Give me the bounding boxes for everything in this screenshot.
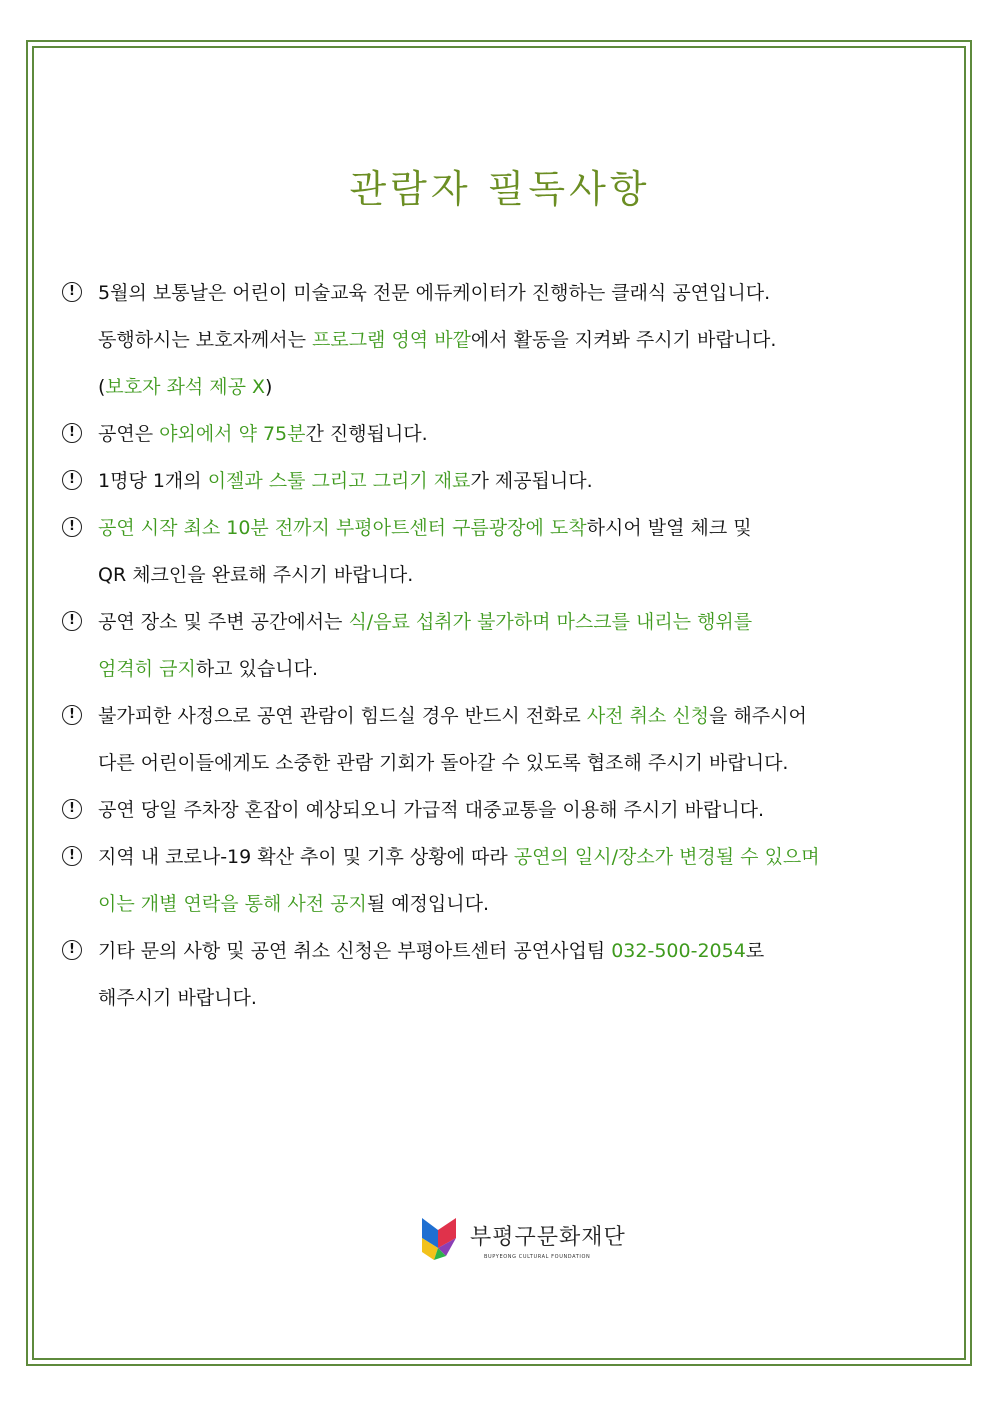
notice-text: 공연 당일 주차장 혼잡이 예상되오니 가급적 대중교통을 이용해 주시기 바랍니다.	[98, 799, 765, 821]
exclamation-circle-icon: !	[62, 940, 82, 960]
exclamation-circle-icon: !	[62, 517, 82, 537]
highlight-text: 보호자 좌석 제공 X	[105, 376, 266, 398]
notice-list	[60, 270, 940, 1022]
highlight-text: 식/음료 섭취가 불가하며 마스크를 내리는 행위를	[348, 611, 753, 633]
notice-item	[60, 787, 940, 834]
notice-text: 동행하시는 보호자께서는	[98, 329, 312, 351]
foundation-logo-name: 부평구문화재단	[470, 1225, 626, 1250]
notice-line	[98, 364, 940, 411]
notice-text: 로	[745, 940, 765, 962]
notice-text: 다른 어린이들에게도 소중한 관람 기회가 돌아갈 수 있도록 협조해 주시기 바랍니다.	[98, 752, 789, 774]
highlight-text: 엄격히 금지	[98, 658, 196, 680]
exclamation-circle-icon: !	[62, 799, 82, 819]
exclamation-circle-icon: !	[62, 282, 82, 302]
notice-line	[98, 599, 940, 646]
notice-line	[98, 787, 940, 834]
notice-line	[98, 505, 940, 552]
foundation-logo	[420, 1216, 626, 1266]
highlight-text: 공연 시작 최소 10분 전까지 부평아트센터 구름광장에 도착	[98, 517, 587, 539]
notice-line	[98, 881, 940, 928]
notice-text: 불가피한 사정으로 공연 관람이 힘드실 경우 반드시 전화로	[98, 705, 587, 727]
notice-item	[60, 599, 940, 693]
notice-line	[98, 411, 940, 458]
notice-text: 지역 내 코로나-19 확산 추이 및 기후 상황에 따라	[98, 846, 514, 868]
highlight-text: 이젤과 스툴 그리고 그리기 재료	[207, 470, 471, 492]
notice-text: 하고 있습니다.	[195, 658, 319, 680]
notice-line	[98, 646, 940, 693]
notice-line	[98, 928, 940, 975]
notice-item	[60, 270, 940, 411]
highlight-text: 프로그램 영역 바깥	[311, 329, 471, 351]
notice-line	[98, 317, 940, 364]
notice-text: 공연 장소 및 주변 공간에서는	[98, 611, 349, 633]
notice-text: 간 진행됩니다.	[305, 423, 428, 445]
notice-text: 에서 활동을 지켜봐 주시기 바랍니다.	[470, 329, 777, 351]
notice-text: 하시어 발열 체크 및	[586, 517, 752, 539]
notice-text: 을 해주시어	[709, 705, 807, 727]
notice-text: )	[265, 376, 273, 398]
highlight-text: 032-500-2054	[611, 940, 746, 962]
notice-text: 5월의 보통날은 어린이 미술교육 전문 에듀케이터가 진행하는 클래식 공연입니다.	[98, 282, 771, 304]
page-title: 관람자 필독사항	[349, 167, 651, 211]
notice-text: 1명당 1개의	[98, 470, 208, 492]
highlight-text: 공연의 일시/장소가 변경될 수 있으며	[513, 846, 820, 868]
exclamation-circle-icon: !	[62, 846, 82, 866]
notice-line	[98, 270, 940, 317]
notice-text: 해주시기 바랍니다.	[98, 987, 257, 1009]
exclamation-circle-icon: !	[62, 705, 82, 725]
notice-text: (	[98, 376, 106, 398]
exclamation-circle-icon: !	[62, 611, 82, 631]
notice-text: 공연은	[98, 423, 160, 445]
notice-line	[98, 975, 940, 1022]
notice-line	[98, 740, 940, 787]
notice-line	[98, 552, 940, 599]
notice-line	[98, 834, 940, 881]
foundation-logo-subtitle: BUPYEONG CULTURAL FOUNDATION	[484, 1254, 591, 1260]
notice-line	[98, 693, 940, 740]
notice-item	[60, 458, 940, 505]
notice-item	[60, 411, 940, 458]
highlight-text: 야외에서 약 75분	[159, 423, 306, 445]
foundation-logo-icon	[420, 1216, 458, 1262]
notice-item	[60, 834, 940, 928]
highlight-text: 사전 취소 신청	[586, 705, 710, 727]
notice-text: 기타 문의 사항 및 공연 취소 신청은 부평아트센터 공연사업팀	[98, 940, 612, 962]
exclamation-circle-icon: !	[62, 470, 82, 490]
notice-line	[98, 458, 940, 505]
notice-item	[60, 505, 940, 599]
notice-text: 될 예정입니다.	[366, 893, 490, 915]
notice-text: 가 제공됩니다.	[470, 470, 593, 492]
highlight-text: 이는 개별 연락을 통해 사전 공지	[98, 893, 367, 915]
notice-item	[60, 928, 940, 1022]
notice-item	[60, 693, 940, 787]
notice-text: QR 체크인을 완료해 주시기 바랍니다.	[98, 564, 414, 586]
exclamation-circle-icon: !	[62, 423, 82, 443]
